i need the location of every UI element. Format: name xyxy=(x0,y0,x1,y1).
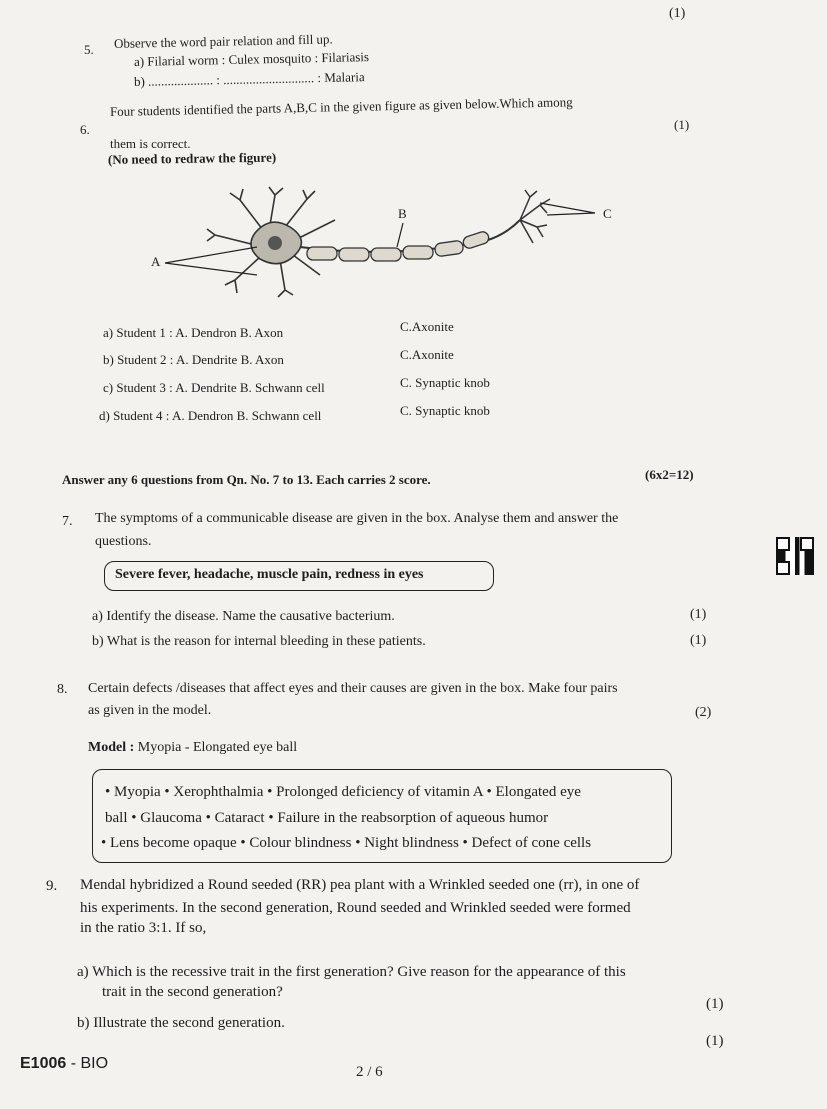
q9-part-b-mark: (1) xyxy=(706,1033,724,1049)
q6-note: (No need to redraw the figure) xyxy=(107,149,277,167)
q8-model-text: Myopia - Elongated eye ball xyxy=(134,740,298,755)
q9-number: 9. xyxy=(46,878,58,894)
q9-part-a-line1: a) Which is the recessive trait in the first generation? Give reason for the appearance of this xyxy=(77,964,626,980)
q8-line2: as given in the model. xyxy=(88,703,212,718)
q7-line1: The symptoms of a communicable disease are given in the box. Analyse them and answer the xyxy=(95,511,619,526)
q9-line1: Mendal hybridized a Round seeded (RR) pea plant with a Wrinkled seeded one (rr), in one of xyxy=(80,877,640,893)
label-a: A xyxy=(151,254,161,269)
q5-title: Observe the word pair relation and fill up. xyxy=(113,31,333,51)
q8-box-line2: ball • Glaucoma • Cataract • Failure in the reabsorption of aqueous humor xyxy=(105,810,549,826)
q7-part-a-mark: (1) xyxy=(690,607,707,622)
q6-line2: them is correct. xyxy=(110,136,191,151)
section-score: (6x2=12) xyxy=(645,467,694,482)
axon-terminals xyxy=(520,190,550,243)
q6-option-c: c) Student 3 : A. Dendrite B. Schwann cell xyxy=(103,380,325,395)
q6-option-b: b) Student 2 : A. Dendrite B. Axon xyxy=(103,352,284,367)
q8-box-line3: • Lens become opaque • Colour blindness • Night blindness • Defect of cone cells xyxy=(101,835,592,851)
q6-option-d: d) Student 4 : A. Dendron B. Schwann cell xyxy=(99,408,322,423)
q6-option-a-c: C.Axonite xyxy=(400,319,454,334)
q9-part-a-mark: (1) xyxy=(706,996,724,1012)
neuron-figure xyxy=(145,185,625,300)
q6-option-d-c: C. Synaptic knob xyxy=(400,403,490,418)
q8-model-label: Model : xyxy=(88,740,135,755)
q9-line2: his experiments. In the second generation, Round seeded and Wrinkled seeded were formed xyxy=(80,900,631,916)
q7-symptom-box xyxy=(104,561,494,591)
footer-code xyxy=(20,1055,108,1073)
q7-part-b-mark: (1) xyxy=(690,633,707,648)
label-b: B xyxy=(398,206,407,221)
q8-box-line1: • Myopia • Xerophthalmia • Prolonged deficiency of vitamin A • Elongated eye xyxy=(105,784,581,800)
q6-option-a: a) Student 1 : A. Dendron B. Axon xyxy=(103,325,284,340)
q5-part-a: a) Filarial worm : Culex mosquito : Filariasis xyxy=(133,49,370,69)
q6-number: 6. xyxy=(80,122,90,137)
page-number: 2 / 6 xyxy=(356,1064,383,1080)
section-instruction: Answer any 6 questions from Qn. No. 7 to 13. Each carries 2 score. xyxy=(62,472,431,487)
page-mark-top: (1) xyxy=(669,6,686,21)
q8-options-box xyxy=(92,769,672,863)
axon xyxy=(300,220,520,261)
q8-model xyxy=(88,740,297,756)
q7-symptoms: Severe fever, headache, muscle pain, redness in eyes xyxy=(115,567,424,582)
q6-option-c-c: C. Synaptic knob xyxy=(400,375,490,390)
myelin-sheath xyxy=(307,230,490,261)
nucleus xyxy=(268,236,282,250)
q7-part-a: a) Identify the disease. Name the causative bacterium. xyxy=(92,609,395,624)
q9-line3: in the ratio 3:1. If so, xyxy=(80,920,207,936)
q5-number: 5. xyxy=(84,42,94,57)
q8-line1: Certain defects /diseases that affect eyes and their causes are given in the box. Make four pairs xyxy=(88,681,618,696)
paper-code: E1006 xyxy=(20,1055,67,1072)
q5-part-b: b) .................... : ............................ : Malaria xyxy=(133,69,365,89)
q6-mark: (1) xyxy=(674,117,690,132)
q7-part-b: b) What is the reason for internal bleeding in these patients. xyxy=(92,634,426,649)
q7-line2: questions. xyxy=(95,534,152,549)
q6-line1: Four students identified the parts A,B,C in the given figure as given below.Which among xyxy=(109,94,573,119)
q8-mark: (2) xyxy=(695,705,712,720)
q9-part-b: b) Illustrate the second generation. xyxy=(77,1015,285,1031)
q9-part-a-line2: trait in the second generation? xyxy=(102,984,283,1000)
subject: - BIO xyxy=(66,1055,109,1072)
q8-number: 8. xyxy=(57,682,68,697)
label-c: C xyxy=(603,206,612,221)
q7-number: 7. xyxy=(62,514,73,529)
qr-code xyxy=(776,537,814,575)
q6-option-b-c: C.Axonite xyxy=(400,347,454,362)
